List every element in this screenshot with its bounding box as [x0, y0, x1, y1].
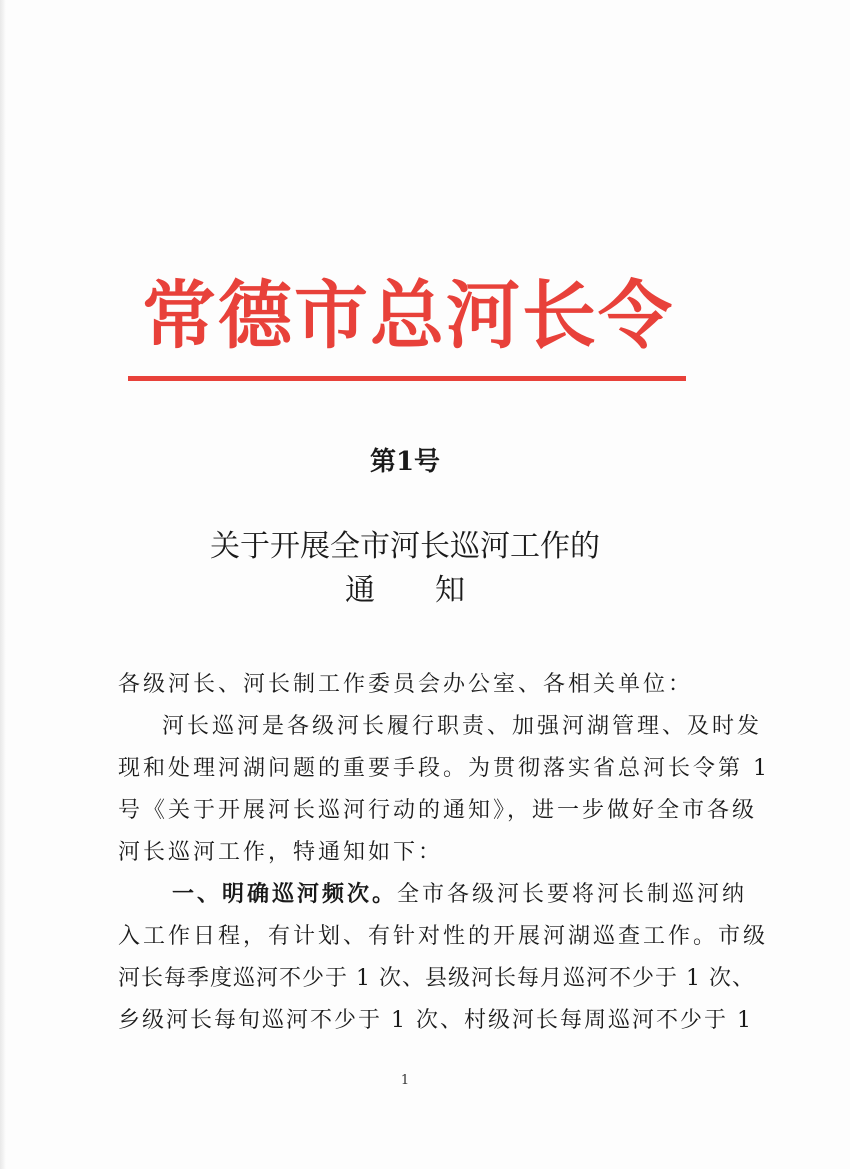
- section-1-heading: 一、明确巡河频次。: [172, 882, 398, 907]
- paragraph-1-line-4: 河长巡河工作，特通知如下：: [118, 840, 444, 865]
- paragraph-1-line-2: 现和处理河湖问题的重要手段。为贯彻落实省总河长令第 1: [118, 756, 770, 781]
- document-title-line-1: 关于开展全市河长巡河工作的: [210, 529, 600, 564]
- section-1-line-3: 河长每季度巡河不少于 1 次、县级河长每月巡河不少于 1 次、: [118, 966, 755, 991]
- section-1-line-2: 入工作日程，有计划、有针对性的开展河湖巡查工作。市级: [118, 924, 769, 949]
- document-title-line-2: [0, 570, 810, 612]
- paragraph-1-line-3: 号《关于开展河长巡河行动的通知》，进一步做好全市各级: [118, 798, 758, 823]
- paragraph-1-line-1: 河长巡河是各级河长履行职责、加强河湖管理、及时发: [162, 714, 763, 739]
- document-number: 第1号: [369, 447, 441, 477]
- section-1-line-1-text: 全市各级河长要将河长制巡河纳: [397, 882, 748, 907]
- title-char-tong: 通: [345, 573, 375, 608]
- page-number: 1: [400, 1073, 410, 1088]
- masthead-title: 常德市总河长令: [142, 273, 674, 359]
- section-1-line-4: 乡级河长每旬巡河不少于 1 次、村级河长每周巡河不少于 1: [118, 1008, 753, 1033]
- title-char-zhi: 知: [435, 573, 465, 608]
- masthead-red-rule: [128, 376, 686, 381]
- salutation-line: 各级河长、河长制工作委员会办公室、各相关单位：: [118, 672, 694, 697]
- section-1-line-1: [172, 874, 748, 916]
